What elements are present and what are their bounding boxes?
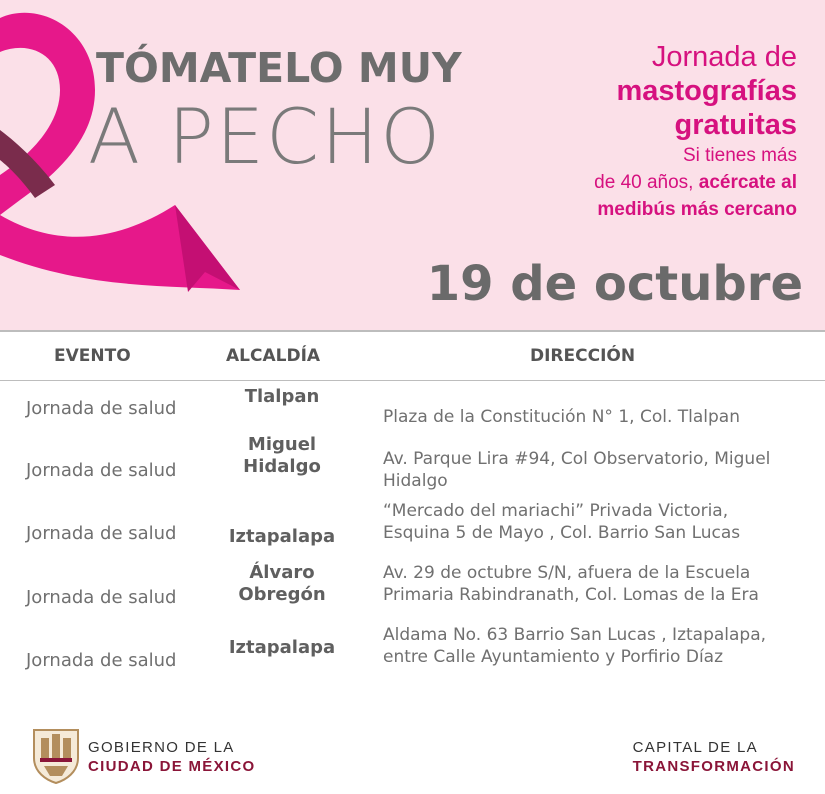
row4-alcaldia-line2: Obregón — [238, 584, 326, 605]
row2-alcaldia — [220, 434, 344, 478]
info-line1: Jornada de — [651, 41, 797, 73]
slogan-line1: CAPITAL DE LA — [632, 739, 758, 756]
row1-direccion: Plaza de la Constitución N° 1, Col. Tlalpan — [383, 407, 740, 427]
row5-direccion-line2: entre Calle Ayuntamiento y Porfirio Díaz — [383, 647, 724, 667]
info-line3: gratuitas — [674, 109, 797, 141]
row4-direccion-line1: Av. 29 de octubre S/N, afuera de la Escuela — [383, 563, 751, 583]
table-top-divider — [0, 330, 825, 332]
row4-alcaldia — [220, 562, 344, 606]
gov-line1: GOBIERNO DE LA — [88, 739, 235, 756]
row1-evento: Jornada de salud — [26, 398, 177, 419]
row2-direccion — [383, 448, 813, 492]
row3-evento: Jornada de salud — [26, 523, 177, 544]
info-line5-b: acércate al — [698, 172, 797, 193]
row2-evento: Jornada de salud — [26, 460, 177, 481]
headline-line2: A PECHO — [88, 92, 443, 181]
row5-evento: Jornada de salud — [26, 650, 177, 671]
government-logo-text — [88, 738, 255, 776]
row2-alcaldia-line1: Miguel — [247, 434, 317, 455]
row5-direccion-line1: Aldama No. 63 Barrio San Lucas , Iztapalapa, — [383, 625, 767, 645]
row3-direccion-line1: “Mercado del mariachi” Privada Victoria, — [383, 501, 729, 521]
row4-direccion-line2: Primaria Rabindranath, Col. Lomas de la Era — [383, 585, 759, 605]
row3-alcaldia: Iztapalapa — [228, 526, 336, 547]
row2-direccion-line1: Av. Parque Lira #94, Col Observatorio, Miguel — [383, 449, 771, 469]
row4-alcaldia-line1: Álvaro — [249, 562, 315, 583]
row5-alcaldia: Iztapalapa — [228, 637, 336, 658]
campaign-info — [594, 40, 797, 223]
headline-line1: TÓMATELO MUY — [96, 44, 462, 92]
info-line2: mastografías — [616, 75, 797, 107]
slogan-text — [633, 738, 795, 776]
row4-direccion — [383, 562, 813, 606]
info-line4: Si tienes más — [682, 145, 797, 166]
row4-evento: Jornada de salud — [26, 587, 177, 608]
cdmx-coat-of-arms-icon — [32, 728, 80, 784]
table-header-divider — [0, 380, 825, 381]
header-direccion: DIRECCIÓN — [530, 346, 636, 366]
row3-direccion — [383, 500, 813, 544]
header-alcaldia: ALCALDÍA — [226, 346, 321, 366]
info-line6-text: medibús más cercano — [597, 199, 797, 220]
row3-direccion-line2: Esquina 5 de Mayo , Col. Barrio San Lucas — [383, 523, 741, 543]
info-line5-a: de 40 años, — [594, 172, 694, 193]
gov-line2: CIUDAD DE MÉXICO — [88, 758, 256, 775]
event-date: 19 de octubre — [426, 256, 803, 312]
row2-alcaldia-line2: Hidalgo — [243, 456, 321, 477]
row5-direccion — [383, 624, 813, 668]
row1-alcaldia: Tlalpan — [244, 386, 320, 407]
info-line6 — [594, 196, 797, 223]
info-line5 — [594, 169, 797, 196]
row2-direccion-line2: Hidalgo — [383, 471, 448, 491]
header-evento: EVENTO — [54, 346, 131, 366]
campaign-banner — [0, 0, 825, 330]
slogan-line2: TRANSFORMACIÓN — [632, 758, 795, 775]
